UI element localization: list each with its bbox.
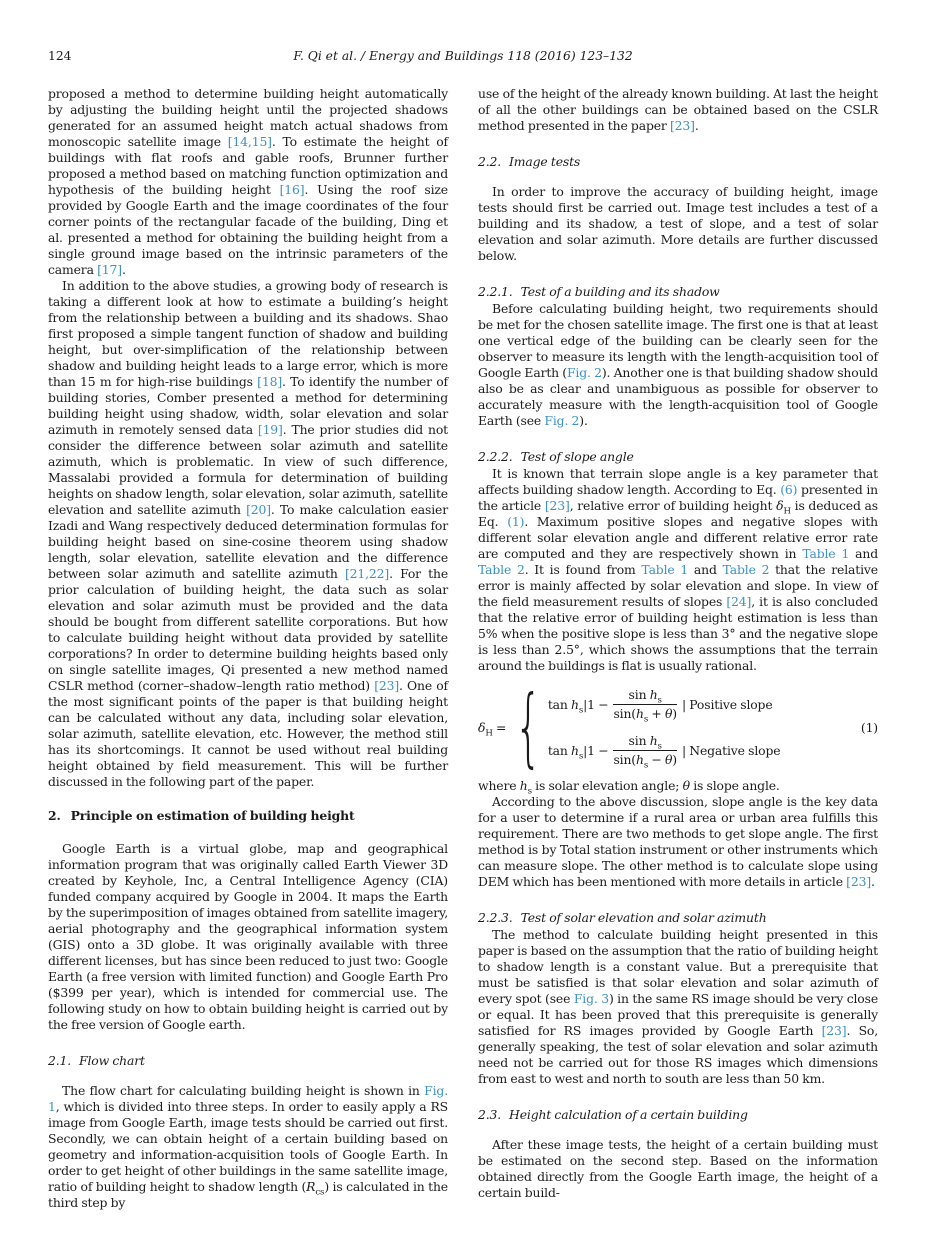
subsection-title: Flow chart: [79, 1053, 145, 1068]
citation-link[interactable]: Fig. 3: [573, 991, 609, 1006]
equation-case-negative: [547, 733, 781, 771]
citation-link[interactable]: Table 1: [641, 562, 689, 577]
subsection-number: 2.1.: [48, 1053, 72, 1068]
subsubsection-heading-2-2-1: [478, 284, 878, 300]
page-number: 124: [48, 49, 72, 63]
citation-link[interactable]: [14,15]: [227, 134, 272, 149]
citation-link[interactable]: [23]: [846, 874, 872, 889]
paragraph-shadow-studies: In addition to the above studies, a growing body of research is taking a different look at how to estimate a building’s height from the relationship between a building and its shadows. Shao first proposed a simple tangent function of shadow and building height, but over-simplification of the relationship between shadow and building height leads to a large error, which is more than 15 m for high-rise buildings [18]. To identify the number of building stories, Comber presented a method for determining building height using shadow, width, solar elevation and solar azimuth in remotely sensed data [19]. The prior studies did not consider the difference between solar azimuth and satellite azimuth, which is problematic. In view of such difference, Massalabi provided a formula for determination of building heights on shadow length, solar elevation, solar azimuth, satellite elevation and satellite azimuth [20]. To make calculation easier Izadi and Wang respectively deduced determination formulas for building height based on sine-cosine theorem using shadow length, solar elevation, satellite elevation and the difference between solar azimuth and satellite azimuth [21,22]. For the prior calculation of building height, the data such as solar elevation and solar azimuth must be provided and the data should be bought from different satellite corporations. But how to calculate building height without data provided by satellite corporations? In order to determine building heights based only on single satellite images, Qi presented a new method named CSLR method (corner–shadow–length ratio method) [23]. One of the most significant points of the paper is that building height can be calculated without any data, including solar elevation, solar azimuth, satellite elevation, etc. However, the method still has its shortcomings. It cannot be used without real building height obtained by field measurement. This will be further discussed in the following part of the paper.: [48, 278, 449, 789]
citation-link[interactable]: [23]: [374, 678, 400, 693]
fraction: [613, 687, 677, 725]
citation-link[interactable]: Fig. 1: [48, 1083, 448, 1114]
citation-link[interactable]: [17]: [97, 262, 122, 277]
paragraph-slope-test: It is known that terrain slope angle is a key parameter that affects building shadow length. According to Eq. (6) presented in the article [23], relative error of building height $\delta_H$ is deduced as Eq. (1). Maximum positive slopes and negative slopes with different solar elevation angle and different relative error rate are computed and they are respectively shown in Table 1 and Table 2. It is found from Table 1 and Table 2 that the relative error is mainly affected by solar elevation and slope. In view of the field measurement results of slopes [24], it is also concluded that the relative error of building height estimation is less than 5% when the positive slope is less than 3° and the negative slope is less than 2.5°, which shows the assumptions that the terrain around the buildings is flat is usually rational.: [478, 466, 879, 673]
section-title: Principle on estimation of building height: [70, 808, 355, 823]
citation-link[interactable]: Fig. 2: [566, 365, 602, 380]
citation-link[interactable]: [19]: [257, 422, 283, 437]
subsection-heading-2-3: [478, 1107, 878, 1123]
subsubsection-number: 2.2.2.: [478, 449, 513, 464]
subsection-title: Height calculation of a certain building: [509, 1107, 748, 1122]
subsection-number: 2.2.: [478, 154, 502, 169]
citation-link[interactable]: [20]: [246, 502, 271, 517]
citation-link[interactable]: [24]: [726, 594, 752, 609]
fraction-denominator: $\sin(h_s + \theta)$: [613, 706, 677, 725]
case-pre: $\tan h_s|1$ −: [547, 742, 609, 761]
subsubsection-title: Test of a building and its shadow: [520, 284, 720, 299]
paragraph-building-shadow-test: Before calculating building height, two requirements should be met for the chosen satellite image. The first one is that at least one vertical edge of the building can be clearly seen for the observer to measure its length with the length-acquisition tool of Google Earth (Fig. 2). Another one is that building shadow should also be as clear and unambiguous as possible for observer to accurately measure with the length-acquisition tool of Google Earth (see Fig. 2).: [478, 301, 879, 428]
equation-1: [478, 676, 878, 777]
left-column: [48, 86, 448, 1211]
equation-number: (1): [860, 719, 878, 735]
subsubsection-number: 2.2.3.: [478, 910, 513, 925]
citation-link[interactable]: [18]: [257, 374, 283, 389]
section-heading-2: [48, 808, 448, 824]
subsection-number: 2.3.: [478, 1107, 502, 1122]
paragraph-slope-methods: According to the above discussion, slope angle is the key data for a user to determine if a rural area or urban area fulfills this requirement. There are two methods to get slope angle. The first method is by Total station instrument or other instruments which can measure slope. The other method is to calculate slope using DEM which has been mentioned with more details in article [23].: [478, 794, 878, 889]
subsubsection-number: 2.2.1.: [478, 284, 513, 299]
running-head: F. Qi et al. / Energy and Buildings 118 (2016) 123–132: [293, 49, 633, 63]
paragraph-flow-chart: The flow chart for calculating building height is shown in Fig. 1, which is divided into three steps. In order to easily apply a RS image from Google Earth, image tests should be carried out first. Secondly, we can obtain height of a certain building based on geometry and information-acquisition tools of Google Earth. In order to get height of other buildings in the same satellite image, ratio of building height to shadow length $(R_{cs})$ is calculated in the third step by: [48, 1083, 448, 1210]
case-post: | Negative slope: [681, 742, 781, 758]
citation-link[interactable]: [16]: [279, 182, 305, 197]
cases-brace: {: [514, 676, 543, 777]
section-number: 2.: [48, 808, 61, 823]
case-pre: $\tan h_s|1$ −: [547, 696, 609, 715]
paragraph-height-calculation: After these image tests, the height of a certain building must be estimated on the second step. Based on the information obtained directly from the Google Earth image, the height of a certain build-: [478, 1137, 878, 1200]
paragraph-intro-continuation: proposed a method to determine building height automatically by adjusting the building height until the projected shadows generated for an assumed height match actual shadows from monoscopic satellite image [14,15]. To estimate the height of buildings with flat roofs and gable roofs, Brunner further proposed a method based on matching function optimization and hypothesis of the building height [16]. Using the roof size provided by Google Earth and the image coordinates of the four corner points of the rectangular facade of the building, Ding et al. presented a method for obtaining the building height from a single ground image based on the intrinsic parameters of the camera [17].: [48, 86, 448, 277]
subsection-heading-2-1: [48, 1053, 448, 1069]
page-header: [48, 47, 878, 65]
equation-case-positive: [547, 687, 781, 725]
subsection-heading-2-2: [478, 154, 878, 170]
citation-link[interactable]: Fig. 2: [544, 413, 580, 428]
fraction-numerator: $\sin h_s$: [613, 687, 677, 705]
citation-link[interactable]: (6): [780, 482, 798, 497]
subsubsection-heading-2-2-3: [478, 910, 878, 926]
paragraph-cslr-continuation: use of the height of the already known building. At last the height of all the other buildings can be obtained based on the CSLR method presented in the paper [23].: [478, 86, 878, 133]
equation-cases: [547, 687, 781, 771]
citation-link[interactable]: Table 2: [478, 562, 525, 577]
citation-link[interactable]: Table 2: [722, 562, 770, 577]
equation-lhs: $\delta_H$ =: [478, 719, 507, 738]
fraction-denominator: $\sin(h_s - \theta)$: [613, 752, 677, 771]
right-column: [478, 86, 878, 1201]
citation-link[interactable]: [21,22]: [344, 566, 390, 581]
citation-link[interactable]: [23]: [544, 498, 570, 513]
subsubsection-title: Test of solar elevation and solar azimuth: [520, 910, 767, 925]
paragraph-solar-test: The method to calculate building height presented in this paper is based on the assumption that the ratio of building height to shadow length is a constant value. But a prerequisite that must be satisfied is that solar elevation and solar azimuth of every spot (see Fig. 3) in the same RS image should be very close or equal. It has been proved that this prerequisite is generally satisfied for RS images provided by Google Earth [23]. So, generally speaking, the test of solar elevation and solar azimuth need not be carried out for those RS images which dimensions from east to west and north to south are less than 50 km.: [478, 927, 879, 1086]
subsubsection-heading-2-2-2: [478, 449, 878, 465]
case-post: | Positive slope: [681, 696, 773, 712]
citation-link[interactable]: (1): [507, 514, 525, 529]
citation-link[interactable]: [23]: [821, 1023, 847, 1038]
paragraph-where-clause: where $h_s$ is solar elevation angle; θ is slope angle.: [478, 778, 780, 797]
citation-link[interactable]: Table 1: [802, 546, 850, 561]
paragraph-google-earth: Google Earth is a virtual globe, map and geographical information program that was originally called Earth Viewer 3D created by Keyhole, Inc, a Central Intelligence Agency (CIA) funded company acquired by Google in 2004. It maps the Earth by the superimposition of images obtained from satellite imagery, aerial photography and the geographical information system (GIS) onto a 3D globe. It was originally available with three different licenses, but has since been reduced to just two: Google Earth (a free version with limited function) and Google Earth Pro ($399 per year), which is intended for commercial use. The following study on how to obtain building height is carried out by the free version of Google earth.: [48, 841, 448, 1032]
subsection-title: Image tests: [509, 154, 581, 169]
paragraph-image-tests: In order to improve the accuracy of building height, image tests should first be carried out. Image test includes a test of a building and its shadow, a test of slope, and a test of solar elevation and solar azimuth. More details are further discussed below.: [478, 184, 878, 263]
fraction: [613, 733, 677, 771]
subsubsection-title: Test of slope angle: [520, 449, 634, 464]
citation-link[interactable]: [23]: [669, 118, 695, 133]
fraction-numerator: $\sin h_s$: [613, 733, 677, 751]
